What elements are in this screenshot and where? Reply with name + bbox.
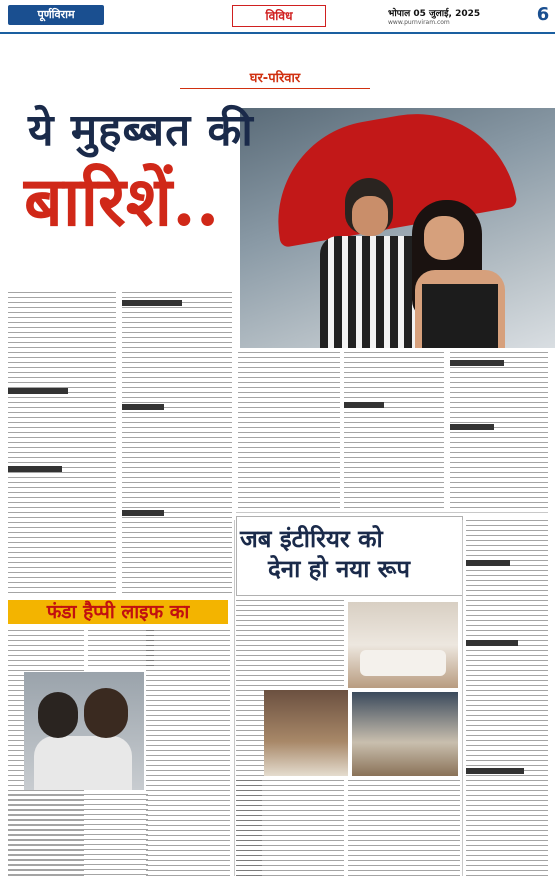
interior-subhead xyxy=(466,768,524,774)
page-number: 6 xyxy=(536,4,550,25)
interior-text-column-2 xyxy=(348,780,460,876)
lead-text-column-3 xyxy=(238,352,340,510)
man-face xyxy=(352,196,388,236)
lead-subhead xyxy=(344,402,384,408)
interior-photo-sofa xyxy=(360,650,446,676)
lead-photo xyxy=(240,108,555,348)
section-divider xyxy=(180,88,370,89)
issue-date: भोपाल 05 जुलाई, 2025 xyxy=(388,9,481,19)
happy-life-text-column-2 xyxy=(88,630,154,670)
woman-face xyxy=(424,216,464,260)
section-label: विविध xyxy=(232,5,326,27)
interior-headline-line1: जब इंटीरियर को xyxy=(240,524,383,553)
interior-subhead xyxy=(466,560,510,566)
column-divider xyxy=(462,520,463,876)
lead-text-column-4 xyxy=(344,352,444,510)
happy-life-photo xyxy=(24,672,144,790)
section-divider xyxy=(236,512,548,513)
lead-text-column-1 xyxy=(8,292,116,594)
interior-photo-bedroom xyxy=(264,690,348,776)
section-tag: घर-परिवार xyxy=(249,71,301,86)
interior-headline-line2: देना हो नया रूप xyxy=(268,554,411,583)
interior-text-column-right xyxy=(466,520,548,876)
site-url[interactable]: www.purnviram.com xyxy=(388,19,450,26)
lead-text-column-2 xyxy=(122,292,232,594)
woman-head xyxy=(84,688,128,738)
happy-life-headline: फंडा हैप्पी लाइफ का xyxy=(8,600,228,624)
man-head xyxy=(38,692,78,738)
couple-figures xyxy=(34,736,132,790)
happy-life-text-column-3 xyxy=(146,630,230,876)
lead-subhead xyxy=(122,510,164,516)
lead-subhead xyxy=(8,388,68,394)
woman-top xyxy=(422,284,498,348)
lead-subhead xyxy=(450,424,494,430)
lead-headline-line2: बारिशें.. xyxy=(24,162,220,242)
brand-logo: पूर्णविराम xyxy=(8,5,104,25)
column-divider xyxy=(234,520,235,876)
lead-subhead xyxy=(8,466,62,472)
lead-headline-line1: ये मुहब्बत की xyxy=(28,105,254,156)
lead-subhead xyxy=(122,404,164,410)
lead-text-column-5 xyxy=(450,352,548,510)
lead-subhead xyxy=(122,300,182,306)
interior-text-column-3 xyxy=(236,780,262,876)
interior-subhead xyxy=(466,640,518,646)
happy-life-text-column-4 xyxy=(8,794,148,876)
interior-photo-kitchen xyxy=(352,692,458,776)
lead-subhead xyxy=(450,360,504,366)
